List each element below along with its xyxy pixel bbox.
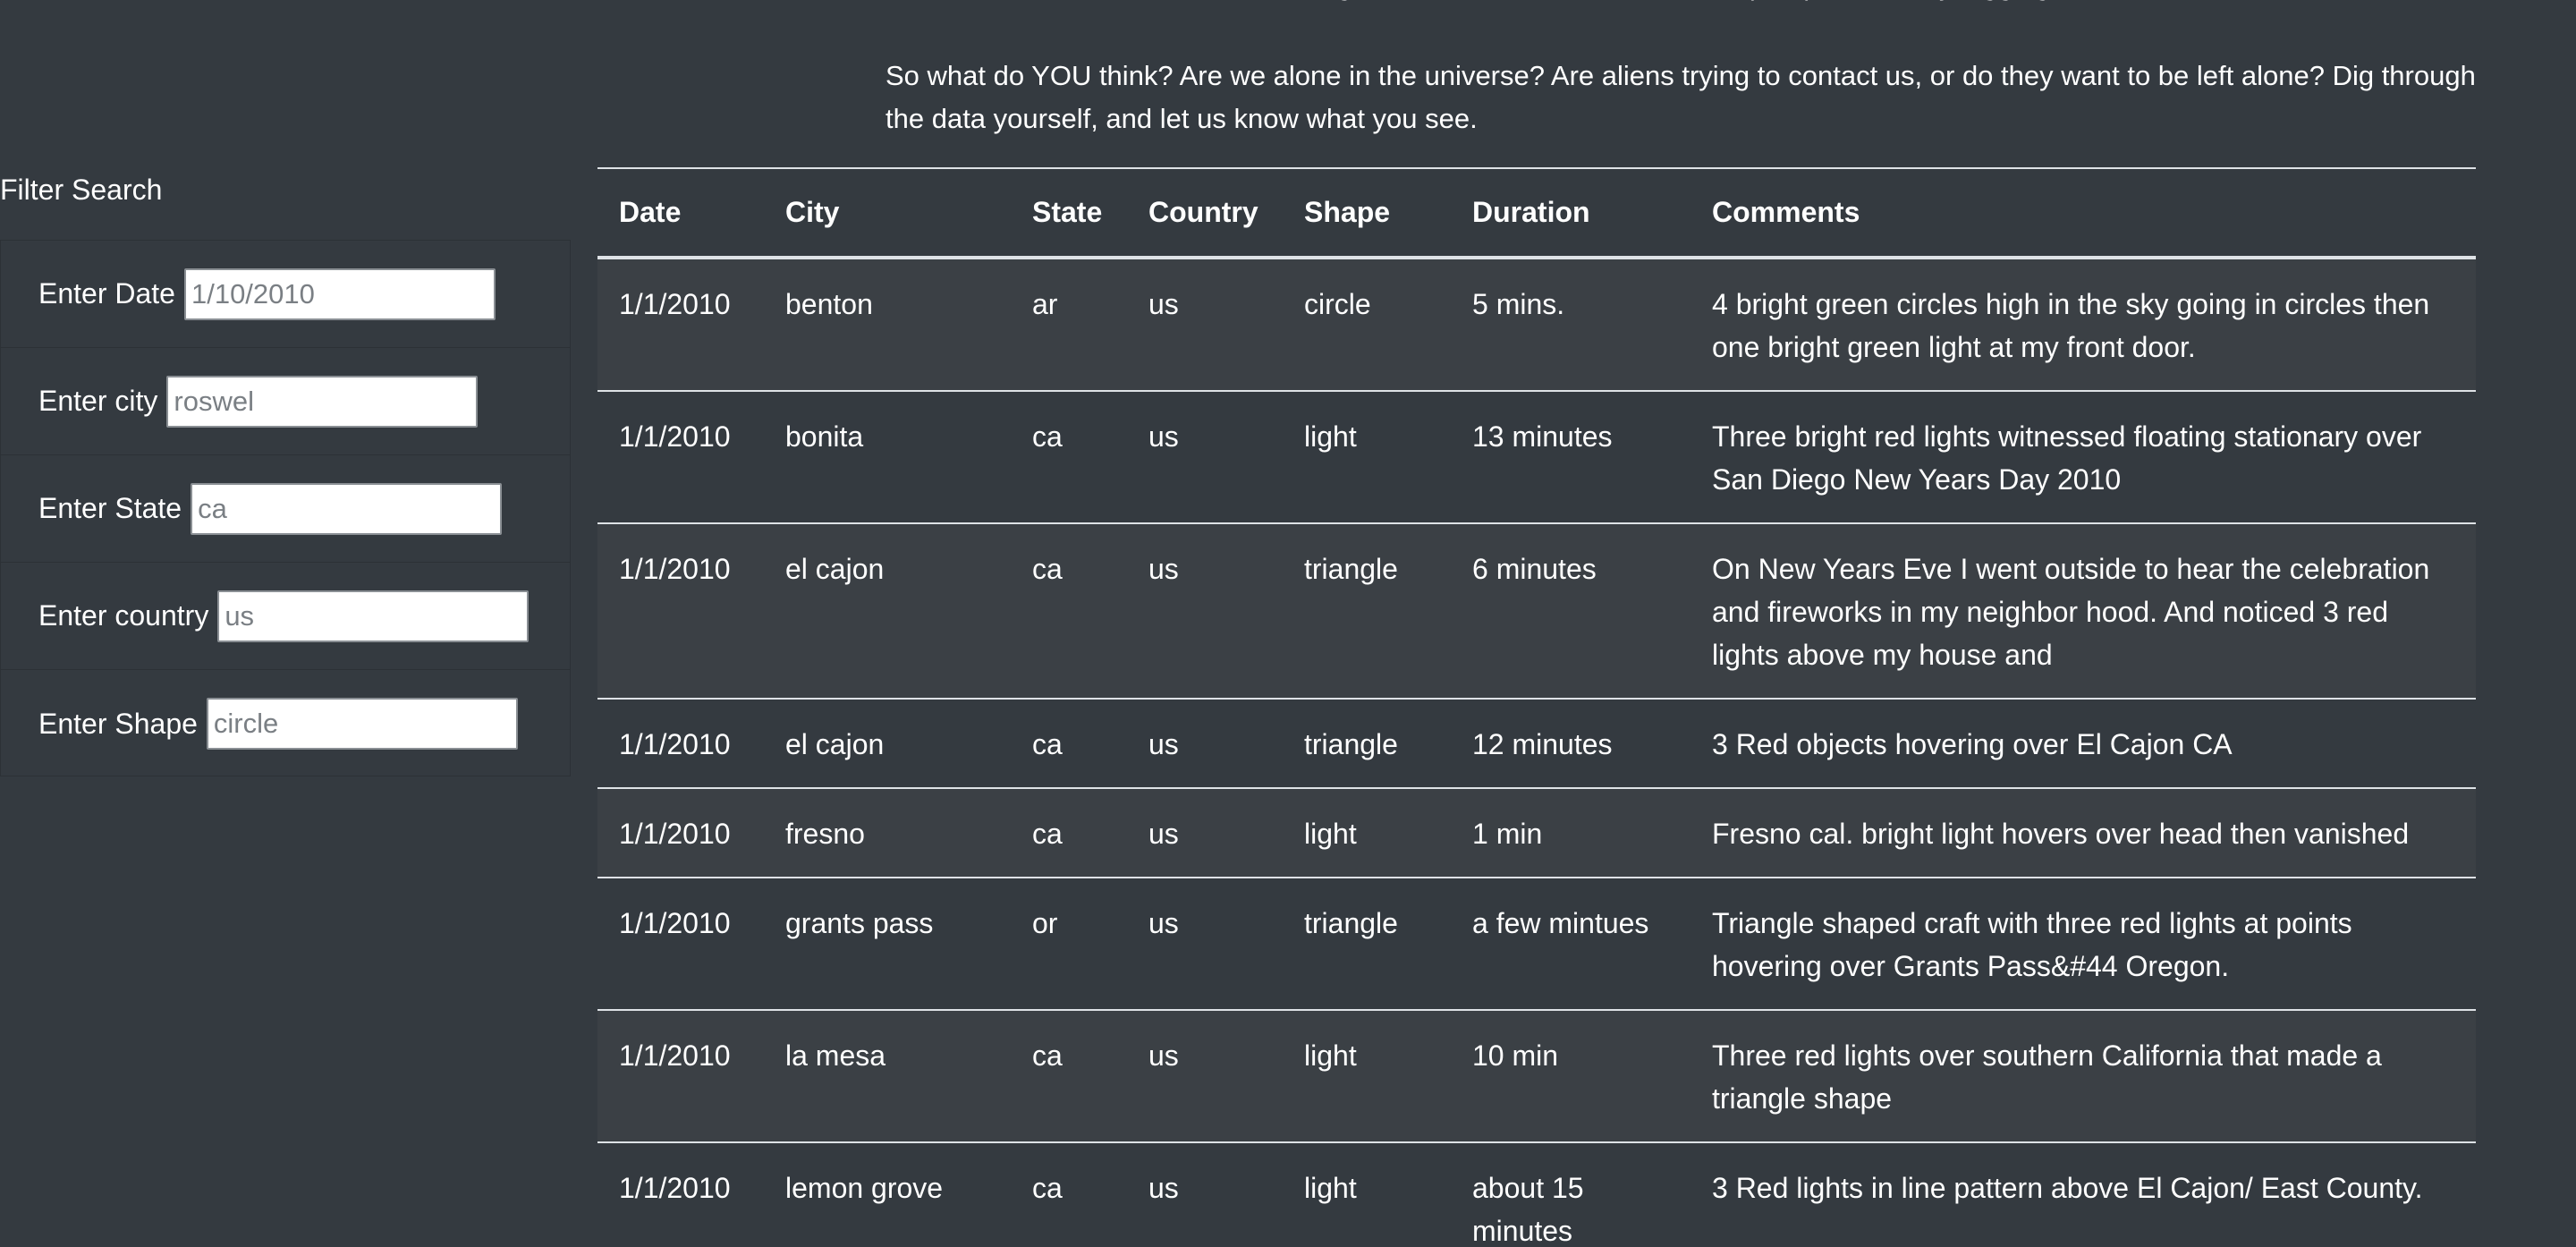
cell-country: us xyxy=(1127,788,1283,878)
header-comments: Comments xyxy=(1690,168,2476,258)
cell-city: bonita xyxy=(764,391,1011,523)
header-shape: Shape xyxy=(1283,168,1451,258)
country-input[interactable] xyxy=(217,590,529,642)
filter-row-date xyxy=(1,241,570,348)
header-state: State xyxy=(1011,168,1127,258)
cell-date: 1/1/2010 xyxy=(597,1010,764,1142)
cell-date: 1/1/2010 xyxy=(597,1142,764,1247)
cell-city: benton xyxy=(764,258,1011,391)
cell-country: us xyxy=(1127,1142,1283,1247)
cell-comments: On New Years Eve I went outside to hear the celebration and fireworks in my neighbor hood. And noticed 3 red lights above my house and xyxy=(1690,523,2476,699)
cell-shape: light xyxy=(1283,1142,1451,1247)
filter-row-shape xyxy=(1,670,570,777)
cell-comments: Three red lights over southern California that made a triangle shape xyxy=(1690,1010,2476,1142)
filter-row-state xyxy=(1,455,570,563)
cell-duration: 1 min xyxy=(1451,788,1690,878)
cell-duration: 12 minutes xyxy=(1451,699,1690,788)
country-label: Enter country xyxy=(38,599,209,632)
cell-country: us xyxy=(1127,878,1283,1010)
cell-shape: triangle xyxy=(1283,523,1451,699)
cell-date: 1/1/2010 xyxy=(597,258,764,391)
filter-panel xyxy=(0,240,571,776)
cell-state: ca xyxy=(1011,788,1127,878)
header-city: City xyxy=(764,168,1011,258)
cell-state: ca xyxy=(1011,523,1127,699)
cell-country: us xyxy=(1127,523,1283,699)
cell-date: 1/1/2010 xyxy=(597,523,764,699)
table-header xyxy=(597,168,2476,258)
cell-state: ca xyxy=(1011,1010,1127,1142)
cell-state: ar xyxy=(1011,258,1127,391)
cell-country: us xyxy=(1127,699,1283,788)
header-country: Country xyxy=(1127,168,1283,258)
cell-date: 1/1/2010 xyxy=(597,788,764,878)
cell-city: el cajon xyxy=(764,699,1011,788)
cell-country: us xyxy=(1127,391,1283,523)
cell-comments: 3 Red lights in line pattern above El Cajon/ East County. xyxy=(1690,1142,2476,1247)
cell-state: ca xyxy=(1011,1142,1127,1247)
cell-comments: 4 bright green circles high in the sky going in circles then one bright green light at my front door. xyxy=(1690,258,2476,391)
cell-city: la mesa xyxy=(764,1010,1011,1142)
filter-search-title: Filter Search xyxy=(0,174,163,206)
cell-comments: Triangle shaped craft with three red lights at points hovering over Grants Pass&#44 Oregon. xyxy=(1690,878,2476,1010)
cell-date: 1/1/2010 xyxy=(597,878,764,1010)
state-input[interactable] xyxy=(191,483,502,535)
cell-shape: light xyxy=(1283,1010,1451,1142)
cell-country: us xyxy=(1127,258,1283,391)
cell-state: or xyxy=(1011,878,1127,1010)
cell-city: lemon grove xyxy=(764,1142,1011,1247)
cell-duration: 6 minutes xyxy=(1451,523,1690,699)
cell-city: fresno xyxy=(764,788,1011,878)
cell-duration: 5 mins. xyxy=(1451,258,1690,391)
table-row xyxy=(597,258,2476,391)
date-label: Enter Date xyxy=(38,277,175,310)
date-input[interactable] xyxy=(184,268,496,320)
cell-state: ca xyxy=(1011,391,1127,523)
cell-date: 1/1/2010 xyxy=(597,699,764,788)
header-date: Date xyxy=(597,168,764,258)
table-row xyxy=(597,1010,2476,1142)
city-label: Enter city xyxy=(38,385,158,417)
table-row xyxy=(597,523,2476,699)
cell-city: grants pass xyxy=(764,878,1011,1010)
table-row xyxy=(597,391,2476,523)
cell-duration: 13 minutes xyxy=(1451,391,1690,523)
cell-comments: Three bright red lights witnessed floating stationary over San Diego New Years Day 2010 xyxy=(1690,391,2476,523)
cell-shape: circle xyxy=(1283,258,1451,391)
ufo-sightings-table xyxy=(597,167,2476,1247)
shape-label: Enter Shape xyxy=(38,707,198,740)
table-row xyxy=(597,788,2476,878)
table-row xyxy=(597,1142,2476,1247)
intro-cut-line xyxy=(886,0,2576,7)
cell-duration: a few mintues xyxy=(1451,878,1690,1010)
state-label: Enter State xyxy=(38,492,182,524)
cell-shape: triangle xyxy=(1283,878,1451,1010)
shape-input[interactable] xyxy=(207,698,518,750)
filter-row-city xyxy=(1,348,570,455)
cell-shape: light xyxy=(1283,391,1451,523)
city-input[interactable] xyxy=(166,376,478,428)
cell-shape: triangle xyxy=(1283,699,1451,788)
cell-shape: light xyxy=(1283,788,1451,878)
cell-duration: about 15 minutes xyxy=(1451,1142,1690,1247)
cell-city: el cajon xyxy=(764,523,1011,699)
cell-comments: Fresno cal. bright light hovers over head then vanished xyxy=(1690,788,2476,878)
table-row xyxy=(597,699,2476,788)
ufo-table-container xyxy=(597,167,2476,1247)
cell-country: us xyxy=(1127,1010,1283,1142)
table-row xyxy=(597,878,2476,1010)
filter-row-country xyxy=(1,563,570,670)
intro-paragraph: So what do YOU think? Are we alone in the universe? Are aliens trying to contact us, or do they want to be left alone? Dig through the data yourself, and let us know what you see. xyxy=(886,60,2476,134)
cell-duration: 10 min xyxy=(1451,1010,1690,1142)
table-body xyxy=(597,258,2476,1247)
cell-state: ca xyxy=(1011,699,1127,788)
table-header-row xyxy=(597,168,2476,258)
cell-comments: 3 Red objects hovering over El Cajon CA xyxy=(1690,699,2476,788)
cell-date: 1/1/2010 xyxy=(597,391,764,523)
header-duration: Duration xyxy=(1451,168,1690,258)
